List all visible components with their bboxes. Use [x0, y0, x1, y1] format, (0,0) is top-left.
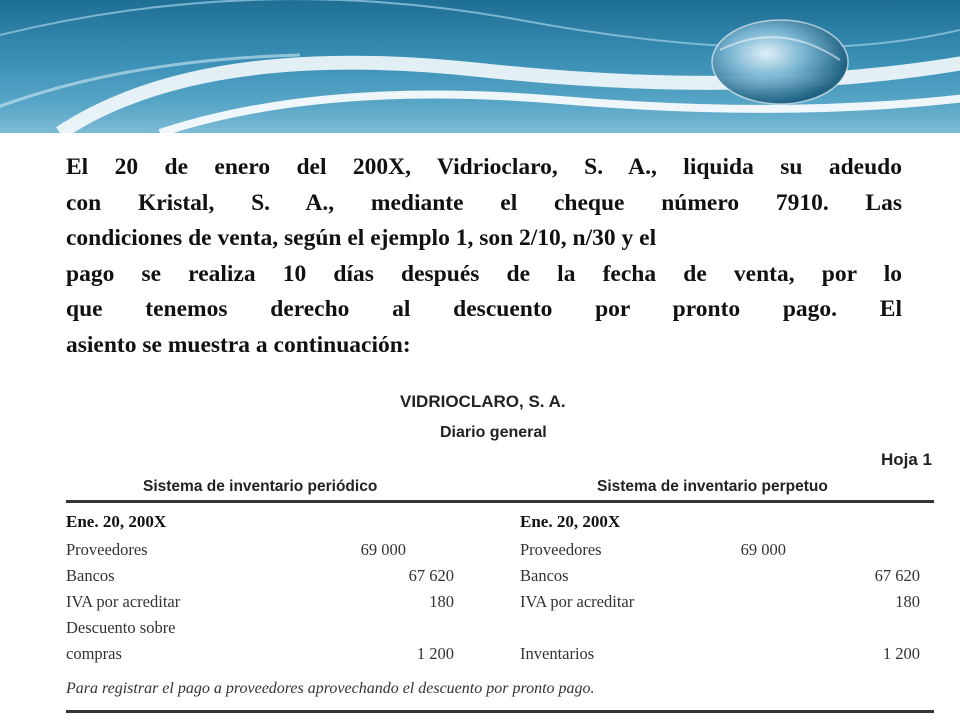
credit-amount: 67 620 — [874, 566, 920, 585]
entry-date: Ene. 20, 200X — [66, 512, 167, 531]
account-label: Inventarios — [520, 644, 595, 663]
paragraph-line: con Kristal, S. A., mediante el cheque número 7910. Las — [66, 189, 902, 216]
account-label: Proveedores — [520, 540, 602, 559]
credit-amount: 1 200 — [882, 644, 920, 663]
periodic-entry — [66, 512, 466, 682]
account-label: IVA por acreditar — [66, 592, 181, 611]
banner-swoosh-graphic — [0, 0, 960, 133]
paragraph-line: condiciones de venta, según el ejemplo 1, son 2/10, n/30 y el — [66, 225, 657, 251]
problem-paragraph — [66, 150, 902, 363]
journal-sheet-number: Hoja 1 — [880, 450, 932, 469]
credit-amount: 67 620 — [408, 566, 454, 585]
header-banner — [0, 0, 960, 133]
account-label: IVA por acreditar — [520, 592, 635, 611]
account-label: Bancos — [66, 566, 115, 585]
table-bottom-rule — [66, 710, 934, 713]
debit-amount: 69 000 — [360, 540, 406, 559]
perpetual-entry — [520, 512, 920, 682]
entry-explanation: Para registrar el pago a proveedores aprovechando el descuento por pronto pago. — [66, 680, 595, 697]
table-top-rule — [66, 500, 934, 503]
debit-amount: 69 000 — [740, 540, 786, 559]
paragraph-line: El 20 de enero del 200X, Vidrioclaro, S. A., liquida su adeudo — [66, 154, 902, 180]
paragraph-line: asiento se muestra a continuación: — [66, 331, 411, 358]
entry-date: Ene. 20, 200X — [520, 512, 621, 531]
account-label: Bancos — [520, 566, 569, 585]
left-system-heading: Sistema de inventario periódico — [143, 478, 378, 495]
journal-company: VIDRIOCLARO, S. A. — [400, 392, 566, 411]
paragraph-line: que tenemos derecho al descuento por pronto pago. El — [66, 296, 902, 322]
account-label: Proveedores — [66, 540, 148, 559]
credit-amount: 180 — [429, 592, 454, 611]
right-system-heading: Sistema de inventario perpetuo — [597, 478, 828, 495]
account-label: compras — [66, 644, 122, 663]
credit-amount: 180 — [895, 592, 920, 611]
account-label: Descuento sobre — [66, 618, 176, 637]
credit-amount: 1 200 — [416, 644, 454, 663]
paragraph-line: pago se realiza 10 días después de la fecha de venta, por lo — [66, 260, 902, 287]
journal-title: Diario general — [440, 424, 547, 441]
